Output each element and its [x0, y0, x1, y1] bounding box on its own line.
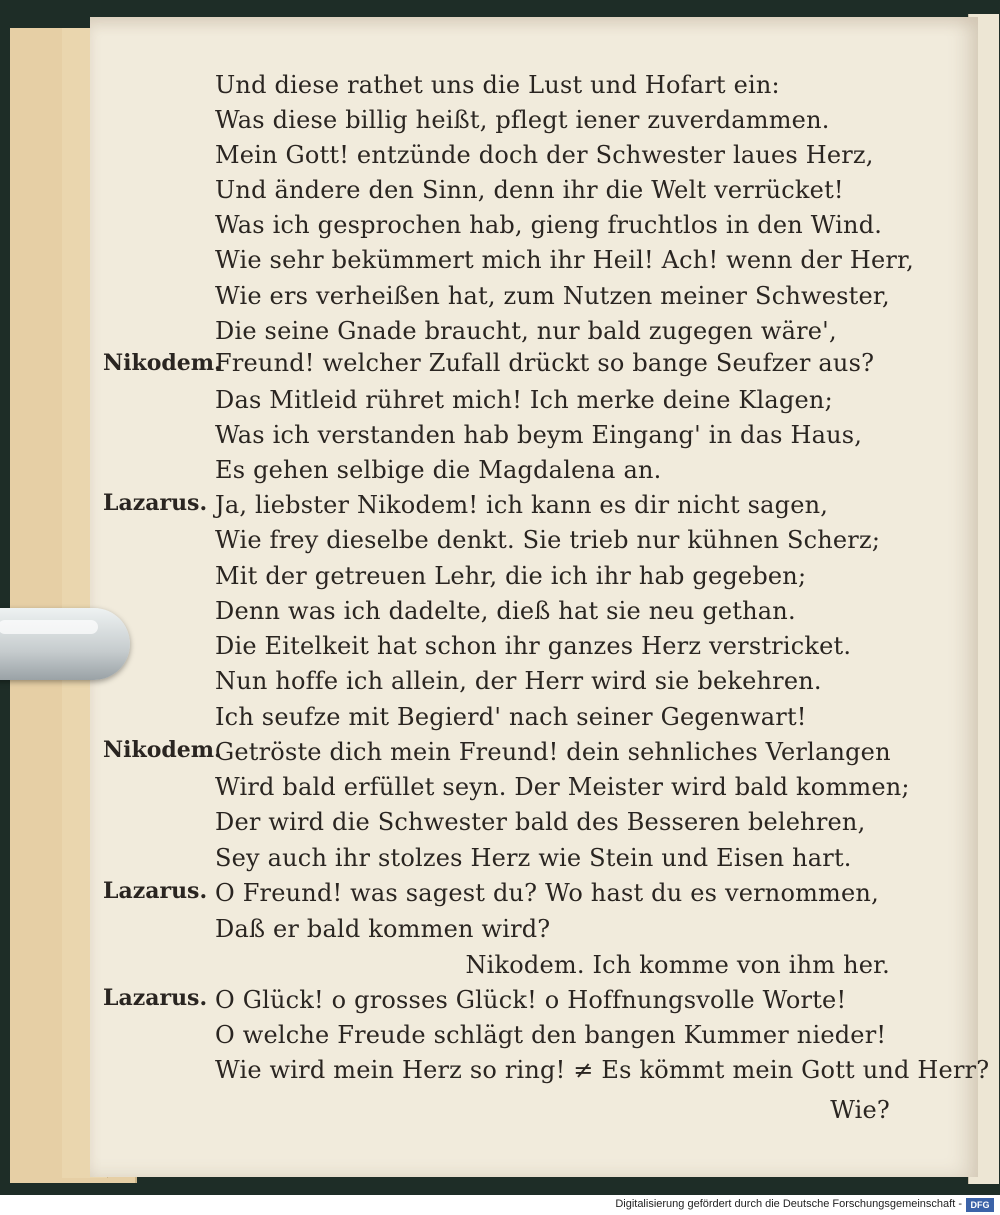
text-line: Die Eitelkeit hat schon ihr ganzes Herz verstricket.: [215, 632, 852, 660]
text-line: Und diese rathet uns die Lust und Hofart ein:: [215, 71, 780, 99]
text-line: Wie ers verheißen hat, zum Nutzen meiner Schwester,: [215, 282, 890, 310]
text-line-right: Nikodem. Ich komme von ihm her.: [465, 951, 890, 979]
text-line: Der wird die Schwester bald des Besseren belehren,: [215, 808, 866, 836]
text-line: Daß er bald kommen wird?: [215, 915, 551, 943]
text-line: Getröste dich mein Freund! dein sehnliches Verlangen: [215, 738, 891, 766]
catchword: Wie?: [830, 1096, 890, 1124]
text-line: O Freund! was sagest du? Wo hast du es vernommen,: [215, 879, 879, 907]
speaker-label: Lazarus.: [103, 985, 208, 1011]
speaker-label: Lazarus.: [103, 490, 208, 516]
text-line: Mit der getreuen Lehr, die ich ihr hab gegeben;: [215, 562, 807, 590]
speaker-label: Lazarus.: [103, 878, 208, 904]
text-line: Die seine Gnade braucht, nur bald zugegen wäre',: [215, 317, 837, 345]
text-line: Und ändere den Sinn, denn ihr die Welt verrücket!: [215, 176, 844, 204]
footer-bar: [0, 1195, 1000, 1215]
text-line: Was ich gesprochen hab, gieng fruchtlos in den Wind.: [215, 211, 883, 239]
text-line: O welche Freude schlägt den bangen Kummer nieder!: [215, 1021, 887, 1049]
text-line: Wie frey dieselbe denkt. Sie trieb nur kühnen Scherz;: [215, 526, 881, 554]
text-line: Ich seufze mit Begierd' nach seiner Gegenwart!: [215, 703, 807, 731]
text-line: Was ich verstanden hab beym Eingang' in das Haus,: [215, 421, 863, 449]
text-line: Das Mitleid rühret mich! Ich merke deine Klagen;: [215, 386, 833, 414]
text-line: Denn was ich dadelte, dieß hat sie neu gethan.: [215, 597, 796, 625]
text-line: Ja, liebster Nikodem! ich kann es dir nicht sagen,: [215, 491, 829, 519]
text-line: Freund! welcher Zufall drückt so bange Seufzer aus?: [215, 349, 875, 377]
text-line: Wird bald erfüllet seyn. Der Meister wird bald kommen;: [215, 773, 910, 801]
funding-credit: Digitalisierung gefördert durch die Deutsche Forschungsgemeinschaft -: [615, 1198, 962, 1210]
text-line: O Glück! o grosses Glück! o Hoffnungsvolle Worte!: [215, 986, 847, 1014]
speaker-label: Nikodem.: [103, 737, 222, 763]
speaker-label: Nikodem.: [103, 350, 222, 376]
text-line: Es gehen selbige die Magdalena an.: [215, 456, 662, 484]
text-line: Nun hoffe ich allein, der Herr wird sie bekehren.: [215, 667, 822, 695]
text-line: Mein Gott! entzünde doch der Schwester laues Herz,: [215, 141, 874, 169]
dfg-logo: DFG: [966, 1198, 994, 1212]
text-line: Was diese billig heißt, pflegt iener zuverdammen.: [215, 106, 830, 134]
text-line: Sey auch ihr stolzes Herz wie Stein und Eisen hart.: [215, 844, 852, 872]
text-line: Wie sehr bekümmert mich ihr Heil! Ach! wenn der Herr,: [215, 246, 914, 274]
text-line: Wie wird mein Herz so ring! ≠ Es kömmt mein Gott und Herr?: [215, 1056, 990, 1084]
